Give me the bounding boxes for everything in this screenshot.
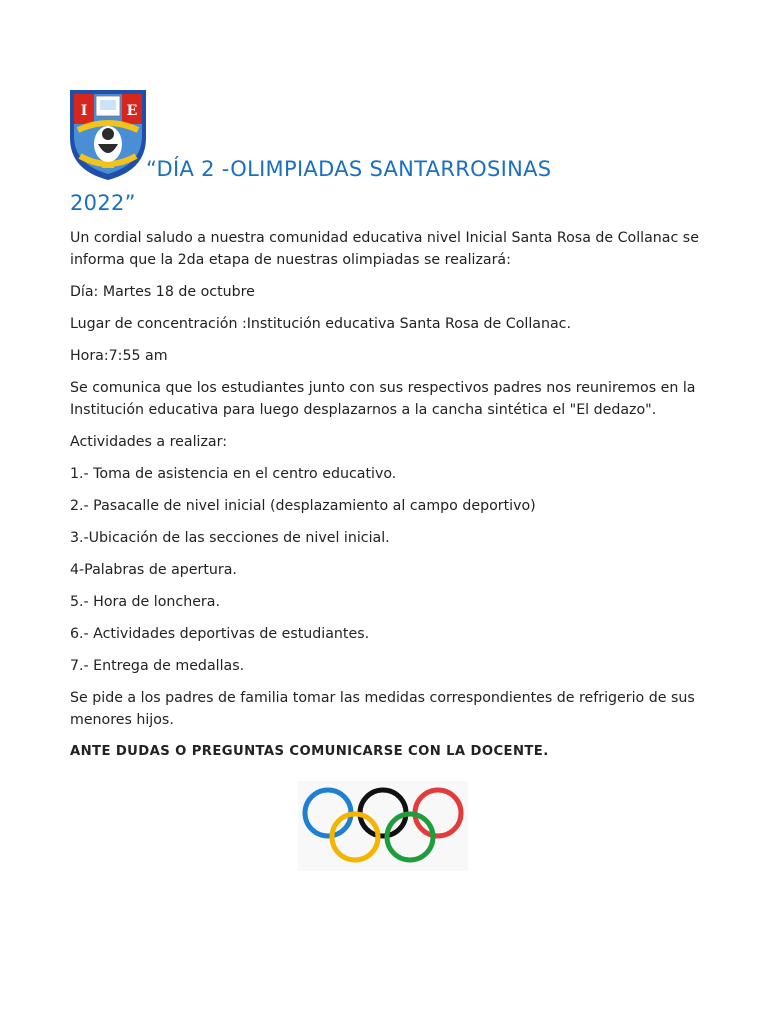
time-paragraph: Hora:7:55 am (70, 348, 168, 364)
day-paragraph: Día: Martes 18 de octubre (70, 284, 255, 300)
yellow-ring (332, 814, 378, 860)
green-ring (387, 814, 433, 860)
crest-left-letter: I (80, 103, 88, 119)
activities-heading: Actividades a realizar: (70, 434, 227, 450)
red-ring (415, 790, 461, 836)
black-ring (360, 790, 406, 836)
activity-item: 7.- Entrega de medallas. (70, 658, 245, 674)
activity-item: 2.- Pasacalle de nivel inicial (desplazamiento al campo deportivo) (70, 498, 536, 514)
activity-item: 3.-Ubicación de las secciones de nivel inicial. (70, 530, 390, 546)
activity-item: 4-Palabras de apertura. (70, 562, 237, 578)
title-line-1: “DÍA 2 -OLIMPIADAS SANTARROSINAS (146, 157, 552, 181)
closing-paragraph: Se pide a los padres de familia tomar las medidas correspondientes de refrigerio de sus menores hijos. (70, 690, 695, 728)
contact-notice: ANTE DUDAS O PREGUNTAS COMUNICARSE CON LA DOCENTE. (70, 744, 549, 759)
document-body (70, 227, 710, 773)
title-line-2: 2022” (70, 191, 136, 215)
activity-item: 5.- Hora de lonchera. (70, 594, 220, 610)
olympic-rings-image (298, 781, 468, 871)
place-paragraph: Lugar de concentración :Institución educativa Santa Rosa de Collanac. (70, 316, 571, 332)
document-title (70, 152, 690, 220)
communication-paragraph: Se comunica que los estudiantes junto con sus respectivos padres nos reuniremos en la Institución educativa para luego desplazarnos a la cancha sintética el "El dedazo". (70, 380, 696, 418)
activity-item: 6.- Actividades deportivas de estudiantes. (70, 626, 370, 642)
crest-right-letter: E (126, 103, 138, 119)
activity-item: 1.- Toma de asistencia en el centro educativo. (70, 466, 397, 482)
blue-ring (305, 790, 351, 836)
intro-paragraph: Un cordial saludo a nuestra comunidad educativa nivel Inicial Santa Rosa de Collanac se informa que la 2da etapa de nuestras olimpiadas se realizará: (70, 230, 699, 268)
